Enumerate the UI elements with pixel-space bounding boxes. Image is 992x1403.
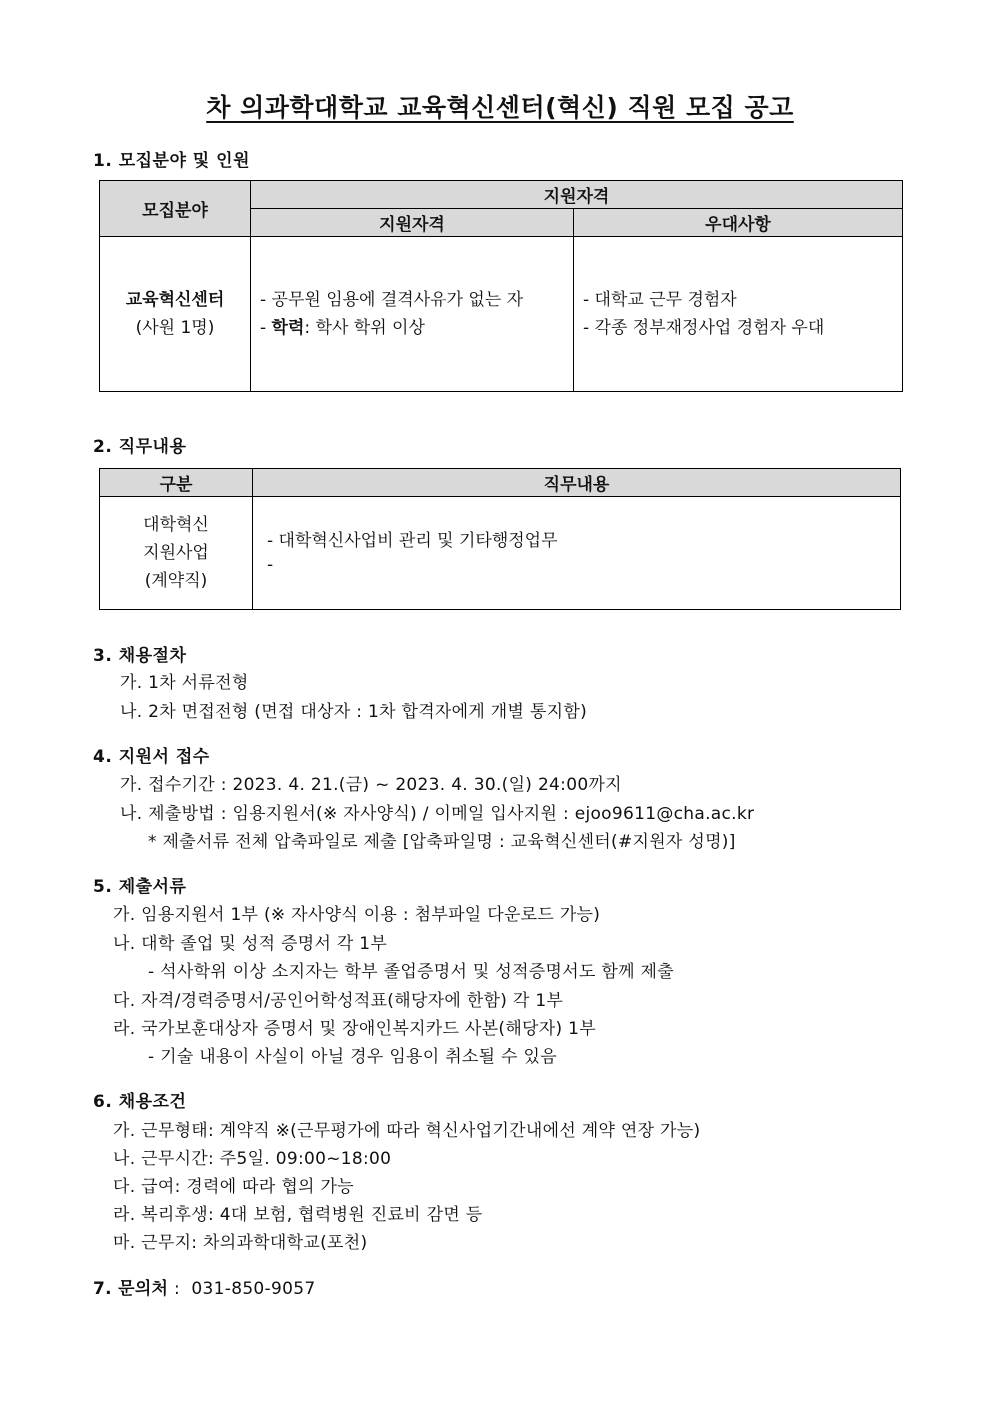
contact-line (93, 1274, 315, 1299)
condition-item: 마. 근무지: 차의과학대학교(포천) (113, 1233, 368, 1253)
header-qualification-group: 지원자격 (251, 181, 903, 209)
field-name: 교육혁신센터 (125, 290, 225, 310)
header-field: 모집분야 (100, 181, 251, 237)
condition-item: 나. 근무시간: 주5일. 09:00~18:00 (113, 1149, 392, 1169)
duty-cell (253, 497, 901, 610)
header-preference: 우대사항 (574, 209, 903, 237)
preference-item: - 각종 정부재정사업 경험자 우대 (583, 318, 825, 338)
document-title-wrap (0, 88, 992, 124)
qualification-item: - 공무원 임용에 결격사유가 없는 자 (260, 290, 524, 310)
procedure-item: 나. 2차 면접전형 (면접 대상자 : 1차 합격자에게 개별 통지함) (120, 702, 588, 722)
document-title: 차 의과학대학교 교육혁신센터(혁신) 직원 모집 공고 (206, 93, 794, 122)
procedure-item: 가. 1차 서류전형 (120, 673, 249, 693)
application-note: * 제출서류 전체 압축파일로 제출 [압축파일명 : 교육혁신센터(#지원자 성명)] (148, 832, 736, 852)
document-item: 가. 임용지원서 1부 (※ 자사양식 이용 : 첨부파일 다운로드 가능) (113, 905, 601, 925)
section2-heading: 2. 직무내용 (93, 437, 187, 457)
education-text: : 학사 학위 이상 (304, 318, 425, 338)
duty-item: - 대학혁신사업비 관리 및 기타행정업무 (267, 531, 558, 551)
duty-table (99, 468, 901, 610)
category-line: 대학혁신 (143, 515, 209, 535)
section1-heading: 1. 모집분야 및 인원 (93, 151, 250, 171)
qualification-cell (251, 237, 574, 392)
duty-item: - (267, 555, 274, 575)
category-line: (계약직) (144, 571, 208, 591)
qualification-item (260, 314, 573, 342)
qualification-prefix: - (260, 318, 272, 338)
condition-item: 다. 급여: 경력에 따라 협의 가능 (113, 1177, 354, 1197)
application-item: 나. 제출방법 : 임용지원서(※ 자사양식) / 이메일 입사지원 : ejoo9611@cha.ac.kr (120, 804, 755, 824)
preference-item: - 대학교 근무 경험자 (583, 290, 737, 310)
contact-separator: : (168, 1279, 192, 1299)
category-cell (100, 497, 253, 610)
section5-heading: 5. 제출서류 (93, 877, 187, 897)
section4-heading: 4. 지원서 접수 (93, 747, 210, 767)
condition-item: 라. 복리후생: 4대 보험, 협력병원 진료비 감면 등 (113, 1205, 483, 1225)
document-subitem: - 기술 내용이 사실이 아닐 경우 임용이 취소될 수 있음 (148, 1047, 557, 1067)
section6-heading: 6. 채용조건 (93, 1092, 187, 1112)
preference-cell (574, 237, 903, 392)
recruitment-field-table (99, 180, 903, 392)
header-qualification: 지원자격 (251, 209, 574, 237)
document-item: 다. 자격/경력증명서/공인어학성적표(해당자에 한함) 각 1부 (113, 991, 564, 1011)
header-duty: 직무내용 (253, 469, 901, 497)
header-category: 구분 (100, 469, 253, 497)
contact-phone: 031-850-9057 (191, 1279, 316, 1299)
document-item: 라. 국가보훈대상자 증명서 및 장애인복지카드 사본(해당자) 1부 (113, 1019, 596, 1039)
education-label: 학력 (271, 318, 305, 338)
section7-heading: 7. 문의처 (93, 1279, 169, 1299)
field-count: (사원 1명) (135, 318, 215, 338)
field-cell (100, 237, 251, 392)
section3-heading: 3. 채용절차 (93, 646, 187, 666)
document-item: 나. 대학 졸업 및 성적 증명서 각 1부 (113, 934, 388, 954)
category-line: 지원사업 (143, 543, 209, 563)
application-item: 가. 접수기간 : 2023. 4. 21.(금) ~ 2023. 4. 30.(일) 24:00까지 (120, 775, 622, 795)
condition-item: 가. 근무형태: 계약직 ※(근무평가에 따라 혁신사업기간내에선 계약 연장 가능) (113, 1121, 701, 1141)
document-subitem: - 석사학위 이상 소지자는 학부 졸업증명서 및 성적증명서도 함께 제출 (148, 962, 674, 982)
